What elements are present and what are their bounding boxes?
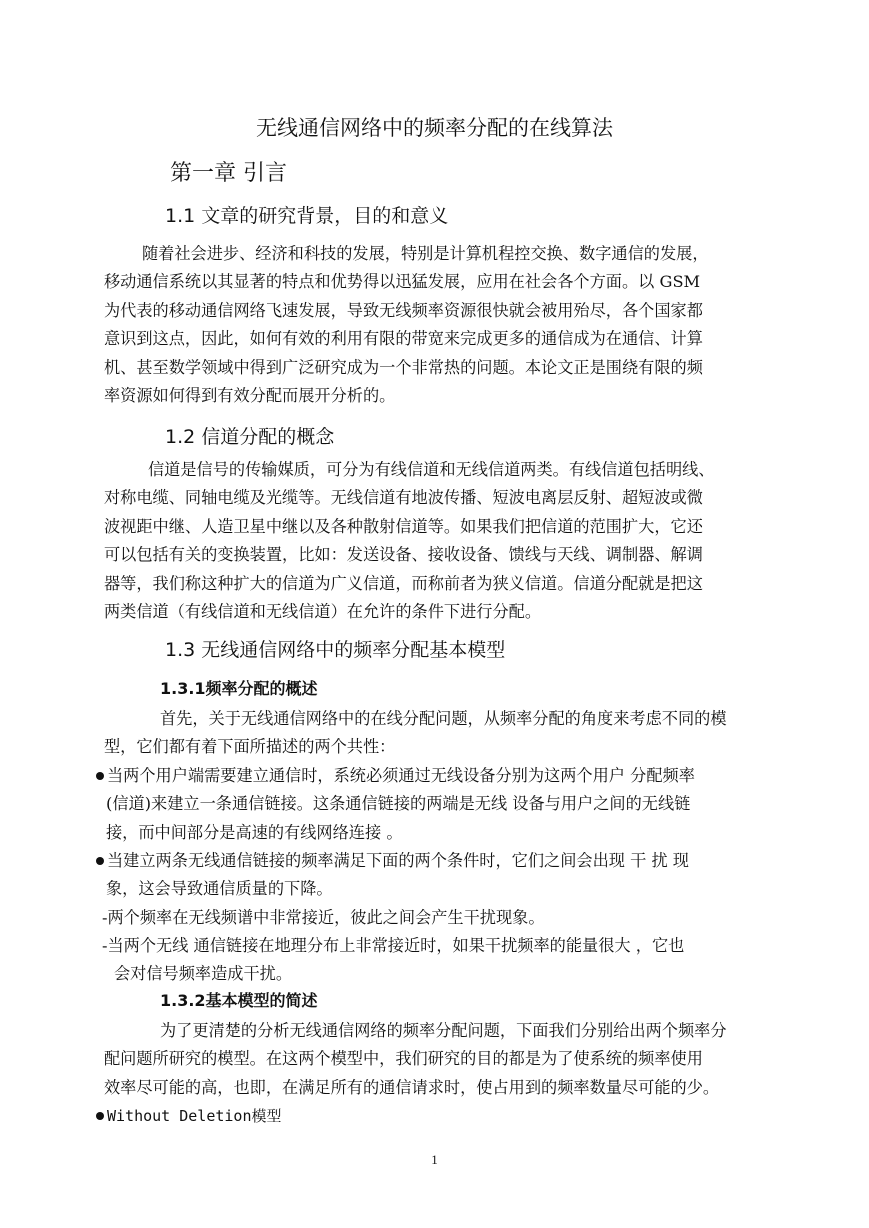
text-line: 意识到这点，因此，如何有效的利用有限的带宽来完成更多的通信成为在通信、计算 bbox=[104, 329, 703, 349]
text-line: 机、甚至数学领域中得到广泛研究成为一个非常热的问题。本论文正是围绕有限的频 bbox=[104, 357, 703, 377]
section-heading-1-2: 1.2 信道分配的概念 bbox=[165, 426, 335, 448]
paragraph-1-3-1 bbox=[104, 705, 766, 762]
paragraph-1-1 bbox=[104, 240, 766, 410]
text-line: 器等，我们称这种扩大的信道为广义信道，而称前者为狭义信道。信道分配就是把这 bbox=[104, 573, 703, 593]
section-heading-1-1: 1.1 文章的研究背景，目的和意义 bbox=[165, 205, 449, 227]
dash-item bbox=[102, 904, 774, 932]
document-title: 无线通信网络中的频率分配的在线算法 bbox=[256, 116, 613, 140]
text-line: 可以包括有关的变换装置，比如：发送设备、接收设备、馈线与天线、调制器、解调 bbox=[104, 545, 703, 565]
paragraph-1-2 bbox=[104, 456, 766, 626]
text-line: 移动通信系统以其显著的特点和优势得以迅猛发展，应用在社会各个方面。以 GSM bbox=[104, 272, 701, 292]
dash-item bbox=[102, 932, 774, 989]
section-heading-1-3: 1.3 无线通信网络中的频率分配基本模型 bbox=[165, 639, 506, 661]
bullet-item bbox=[96, 762, 768, 847]
text-line: 接，而中间部分是高速的有线网络连接 。 bbox=[106, 822, 403, 842]
text-line: (信道)来建立一条通信链接。这条通信链接的两端是无线 设备与用户之间的无线链 bbox=[106, 794, 691, 814]
text-line: 两类信道（有线信道和无线信道）在允许的条件下进行分配。 bbox=[104, 602, 542, 622]
chapter-heading: 第一章 引言 bbox=[170, 161, 287, 186]
text-line: 随着社会进步、经济和科技的发展，特别是计算机程控交换、数字通信的发展， bbox=[142, 244, 709, 263]
text-line: 对称电缆、同轴电缆及光缆等。无线信道有地波传播、短波电离层反射、超短波或微 bbox=[104, 488, 703, 508]
paragraph-1-3-2 bbox=[104, 1017, 766, 1102]
text-line: 信道是信号的传输媒质，可分为有线信道和无线信道两类。有线信道包括明线、 bbox=[148, 460, 715, 479]
text-line: 当两个用户端需要建立通信时，系统必须通过无线设备分别为这两个用户 分配频率 bbox=[107, 766, 695, 785]
text-line: 象，这会导致通信质量的下降。 bbox=[106, 879, 333, 899]
bullet-dot-icon bbox=[96, 772, 104, 780]
text-line: 为了更清楚的分析无线通信网络的频率分配问题，下面我们分别给出两个频率分 bbox=[160, 1021, 727, 1040]
page-number: 1 bbox=[431, 1152, 438, 1167]
text-line: -当两个无线 通信链接在地理分布上非常接近时，如果干扰频率的能量很大 ，它也 bbox=[102, 936, 685, 955]
text-line: 率资源如何得到有效分配而展开分析的。 bbox=[104, 386, 396, 406]
bullet-dot-icon bbox=[96, 1112, 104, 1120]
text-line: 配问题所研究的模型。在这两个模型中，我们研究的目的都是为了使系统的频率使用 bbox=[104, 1049, 703, 1069]
text-line: 型，它们都有着下面所描述的两个共性： bbox=[104, 737, 396, 757]
text-line: 效率尽可能的高，也即，在满足所有的通信请求时，使占用到的频率数量尽可能的少。 bbox=[104, 1077, 720, 1097]
bullet-dot-icon bbox=[96, 857, 104, 865]
subsection-heading-1-3-1: 1.3.1频率分配的概述 bbox=[160, 679, 318, 698]
text-line: -两个频率在无线频谱中非常接近，彼此之间会产生干扰现象。 bbox=[102, 908, 545, 927]
text-line: 会对信号频率造成干扰。 bbox=[114, 964, 293, 984]
text-line: 波视距中继、人造卫星中继以及各种散射信道等。如果我们把信道的范围扩大，它还 bbox=[104, 516, 703, 536]
bullet-item bbox=[96, 847, 768, 904]
subsection-heading-1-3-2: 1.3.2基本模型的简述 bbox=[160, 991, 318, 1010]
text-line: 为代表的移动通信网络飞速发展，导致无线频率资源很快就会被用殆尽，各个国家都 bbox=[104, 300, 703, 320]
text-line: 当建立两条无线通信链接的频率满足下面的两个条件时，它们之间会出现 干 扰 现 bbox=[107, 851, 689, 870]
text-line: 首先，关于无线通信网络中的在线分配问题，从频率分配的角度来考虑不同的模 bbox=[160, 709, 727, 728]
bullet-item bbox=[96, 1102, 768, 1130]
text-line: Without Deletion模型 bbox=[107, 1107, 282, 1125]
